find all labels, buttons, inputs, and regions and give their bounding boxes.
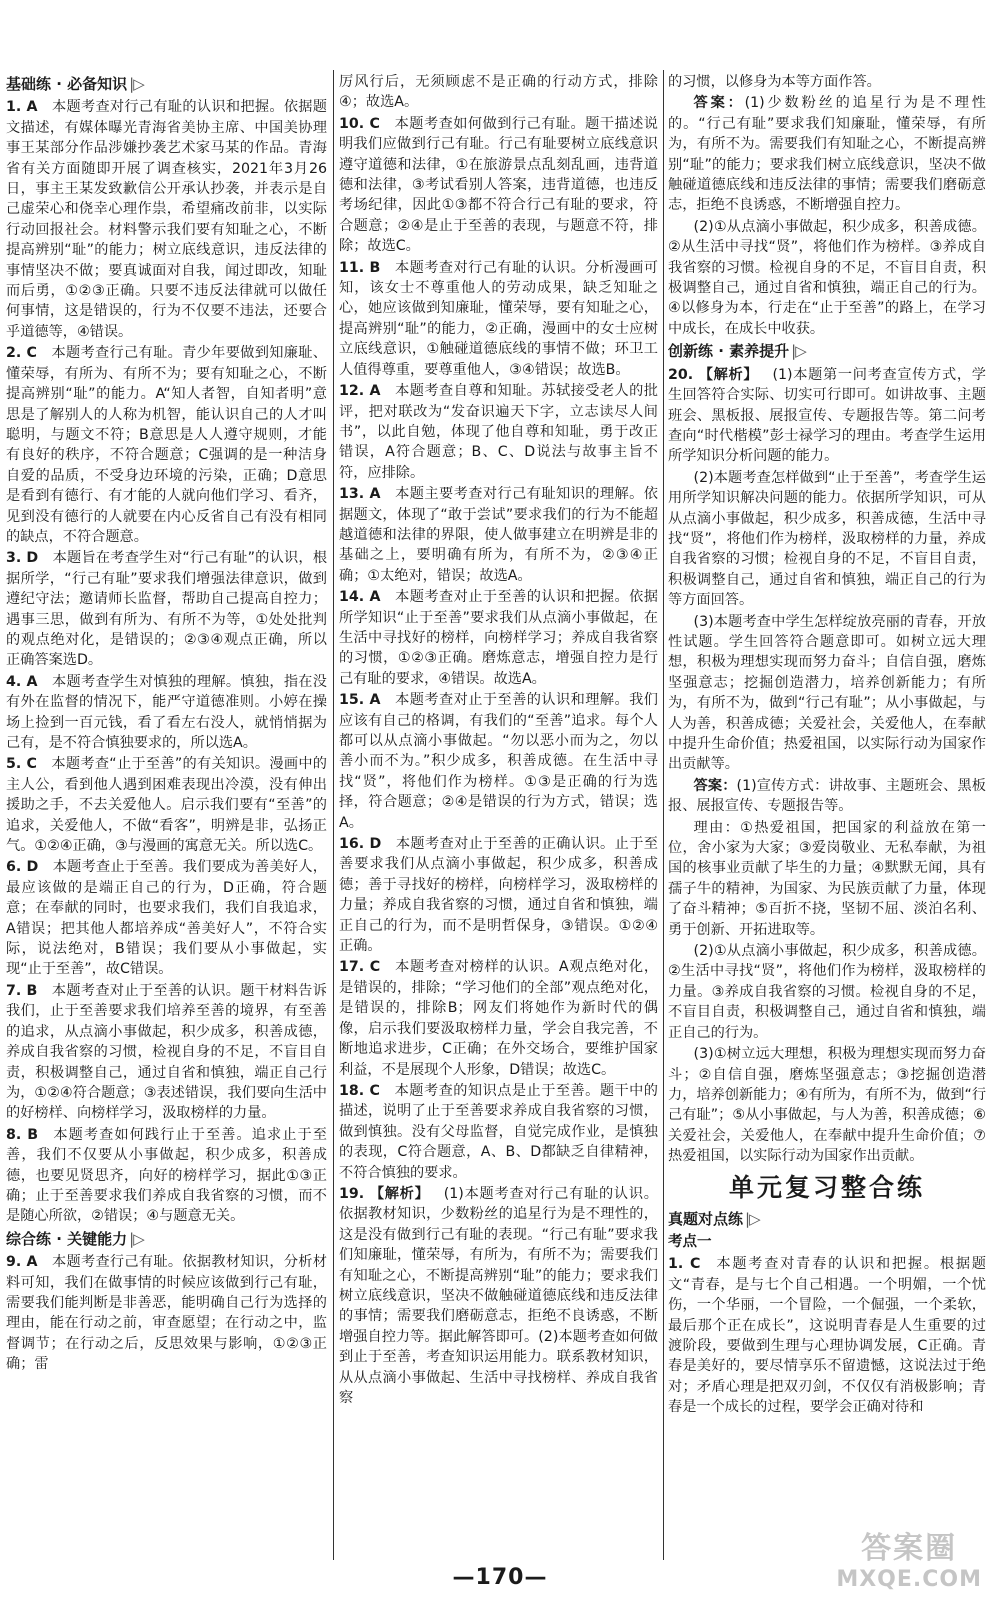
answer-paragraph: (2)①从点滴小事做起，积少成多，积善成德。②生活中寻找“贤”，将他们作为榜样，汲取榜样的力量。③养成自我省察的习惯。检视自身的不足，不盲目自责，积极调整自己，通过自省和慎独，端正自己的行为。 (668, 943, 986, 1041)
section-heading (6, 74, 327, 94)
answer-text (339, 258, 658, 380)
answer-item (6, 343, 327, 547)
answer-label: 答案： (693, 95, 745, 112)
answer-text (6, 343, 327, 547)
explanation-text: 本题考查的知识点是止于至善。题干中的描述，说明了止于至善要求养成自我省察的习惯，做到慎独。没有父母监督，自觉完成作业，是慎独的表现，C符合题意，A、B、D都缺乏自律精神，不符合慎独的要求。 (339, 1082, 658, 1181)
answer-text (6, 97, 327, 342)
answer-item (339, 258, 658, 380)
column-left (6, 72, 327, 1560)
page-number: —170— (452, 1565, 548, 1590)
section-heading (6, 1229, 327, 1249)
section-title: 创新练 · 素养提升 (668, 342, 790, 361)
explanation-text: 本题考查对行己有耻的认识。分析漫画可知，该女士不尊重他人的劳动成果，缺乏知耻之心，她应该做到知廉耻，懂荣辱，要有知耻之心，提高辨别“耻”的能力，②正确，漫画中的女士应树立底线意识，①触碰道德底线的事情不做；环卫工人值得尊重，要尊重他人，③④错误；故选B。 (339, 259, 658, 378)
explanation-text: 本题考查对止于至善的认识和理解。我们应该有自己的格调，有我们的“至善”追求。每个人都可以从点滴小事做起。“勿以恶小而为之，勿以善小而不为。”积少成多，积善成德。在生活中寻找“贤”，将他们作为榜样。①③是正确的行为选择，符合题意；②④是错误的行为方式，错误；选A。 (339, 692, 658, 831)
answer-item (668, 1254, 986, 1417)
column-middle (339, 72, 658, 1560)
continued-text: 的习惯，以修身为本等方面作答。 (668, 74, 881, 90)
exam-point-label: 考点一 (668, 1233, 712, 1250)
explanation-text: 本题考查对止于至善的认识和把握。依据所学知识“止于至善”要求我们从点滴小事做起，在生活中寻找好的榜样，向榜样学习；养成自我省察的习惯，①②③正确。磨炼意志，增强自控力是行己有耻的要求，④错误。故选A。 (339, 589, 658, 687)
explanation-text: 本题考查对青春的认识和把握。根据题文“青春，是与七个自己相遇。一个明媚，一个忧伤，一个华丽，一个冒险，一个倔强，一个柔软，最后那个正在成长”，这说明青春是人生重要的过渡阶段，要做到生理与心理协调发展，C正确。青春是美好的，要尽情享乐不留遗憾，这说法过于绝对；矛盾心理是把双刃剑，不仅仅有消极影响；青春是一个成长的过程，要学会正确对待和 (668, 1256, 986, 1416)
section-title: 综合练 · 关键能力 (6, 1229, 128, 1248)
answer-number: 17. C (339, 959, 381, 976)
answer-number: 8. B (6, 1126, 39, 1143)
explanation-text: 本题考查如何做到行己有耻。题干描述说明我们应做到行己有耻。行己有耻要树立底线意识遵守道德和法律，①在旅游景点乱刻乱画，违背道德和法律，③考试看别人答案，违背道德，也违反考场纪律，因此①③都不符合行己有耻的要求，符合题意；②④是止于至善的表现，与题意不符，排除；故选C。 (339, 115, 658, 255)
answer-item (339, 690, 658, 833)
explanation-text: 本题考查自尊和知耻。苏轼接受老人的批评，把对联改为“发奋识遍天下字，立志读尽人间书”，以此自勉，体现了他自尊和知耻，勇于改正错误，A符合题意；B、C、D说法与故事主旨不符，应排除。 (339, 383, 658, 481)
answer-content: (1)宣传方式：讲故事、主题班会、黑板报、展报宣传、专题报告等。 (668, 777, 986, 815)
answer-item (6, 754, 327, 856)
explanation-text: 本题考查对止于至善的正确认识。止于至善要求我们从点滴小事做起，积少成多，积善成德；善于寻找好的榜样，向榜样学习，汲取榜样的力量；养成自我省察的习惯，通过自省和慎独，端正自己的行为，而不是明哲保身，③错误。①②④正确。 (339, 836, 658, 955)
answer-item (6, 672, 327, 754)
section-heading (668, 1209, 986, 1229)
answer-number: 11. B (339, 259, 381, 276)
answer-text (6, 981, 327, 1124)
answer-block (668, 776, 986, 817)
explanation-text: 本题考查如何践行止于至善。追求止于至善，我们不仅要从小事做起，积少成多，积善成德，也要见贤思齐，向好的榜样学习，据此①③正确；止于至善要求我们养成自我省察的习惯，而不是随心所欲，②错误；④与题意无关。 (6, 1126, 327, 1225)
answer-number: 15. A (339, 692, 381, 709)
answer-text (339, 587, 658, 689)
answer-item (339, 484, 658, 586)
section-arrow-icon: |▷ (129, 1229, 144, 1248)
answer-number: 9. A (6, 1254, 38, 1271)
answer-text (339, 381, 658, 483)
column-divider (663, 70, 664, 1560)
column-right (668, 72, 986, 1560)
answer-item (6, 981, 327, 1124)
answer-item (339, 957, 658, 1079)
answer-number: 7. B (6, 982, 38, 999)
explanation-text: 本题考查对止于至善的认识。题干材料告诉我们，止于至善要求我们培养至善的境界，有至善的追求，从点滴小事做起，积少成多，积善成德，养成自我省察的习惯，检视自身的不足，不盲目自责，积极调整自己，通过自省和慎独，端正自己行为，①②④符合题意；③表述错误，我们要向生活中的好榜样、向榜样学习，汲取榜样的力量。 (6, 982, 327, 1122)
answer-number: 13. A (339, 486, 381, 503)
section-heading (668, 341, 986, 361)
answer-text (6, 672, 327, 754)
watermark-logo (836, 1523, 982, 1592)
answer-text (6, 857, 327, 979)
explanation-text: (1)本题考查对行己有耻的认识。依据教材知识，少数粉丝的追星行为是不理性的，这是没有做到行己有耻的表现。“行己有耻”要求我们知廉耻，懂荣辱，有所为，有所不为；需要我们有知耻之心，不断提高辨别“耻”的能力；要求我们树立底线意识，坚决不做触碰道德底线和违反法律的事情；需要我们磨砺意志，拒绝不良诱惑，不断增强自控力等。据此解答即可。(2)本题考查如何做到止于至善，考查知识运用能力。联系教材知识，从从点滴小事做起、生活中寻找榜样、养成自我省察 (339, 1185, 658, 1406)
answer-item (6, 857, 327, 979)
answer-number: 20. 【解析】 (668, 366, 759, 383)
answer-block (668, 93, 986, 215)
explanation-text: 本题主要考查对行己有耻知识的理解。依据题文，体现了“敢于尝试”要求我们的行为不能超越道德和法律的界限，使人做事建立在明辨是非的基础之上，要明确有所为，有所不为，②③④正确；①太绝对，错误；故选A。 (339, 486, 658, 584)
watermark-url: MXQE.COM (836, 1567, 982, 1592)
explanation-text: 本题考查对榜样的认识。A观点绝对化，是错误的，排除；“学习他们的全部”观点绝对化，是错误的，排除B；网友们将她作为新时代的偶像，启示我们要汲取榜样力量，学会自我完善，不断地追求进步，C正确；在外交场合，要维护国家利益，不是展现个人形象，D错误；故选C。 (339, 959, 658, 1078)
answer-text (6, 754, 327, 856)
column-divider (333, 70, 334, 1560)
answer-text (339, 114, 658, 257)
answer-number: 4. A (6, 673, 38, 690)
explanation-text: 本题考查对行己有耻的认识和把握。依据题文描述，有媒体曝光青海省美协主席、中国美协理事王某部分作品涉嫌抄袭艺术家马某的作品。青海省有关方面随即开展了调查核实，2021年3月26日，事主王某发致歉信公开承认抄袭，并表示是自己虚荣心和侥幸心理作祟，希望痛改前非，以实际行动回报社会。材料警示我们要有知耻之心，不断提高辨别“耻”的能力；树立底线意识，违反法律的事情坚决不做；要真诚面对自我，闻过即改，知耻而后勇，①②③正确。只要不违反法律就可以做任何事情，这是错误的，行为不仅要不违法，还要合乎道德等，④错误。 (6, 99, 327, 340)
answer-item (6, 548, 327, 670)
explanation-text: 本题考查行己有耻。青少年要做到知廉耻、懂荣辱，有所为、有所不为；要有知耻之心，不断提高辨别“耻”的能力。A“知人者智，自知者明”意思是了解别人的人称为机智，能认识自己的人才叫聪明，与题文不符；B意思是人人遵守规则，才能有良好的秩序，不符合题意；C强调的是一种洁身自爱的品质，不受身边环境的污染，正确；D意思是看到有德行、有才能的人就向他们学习、看齐，见到没有德行的人就要在内心反省自己有没有相同的缺点，不符合题意。 (6, 345, 327, 545)
section-arrow-icon: |▷ (745, 1209, 760, 1228)
answer-number: 18. C (339, 1082, 380, 1099)
section-arrow-icon: |▷ (791, 342, 806, 361)
continued-text: 厉风行后，无须顾虑不是正确的行动方式，排除④；故选A。 (339, 74, 658, 111)
answer-paragraph: (2)①从点滴小事做起，积少成多，积善成德。②从生活中寻找“贤”，将他们作为榜样。③养成自我省察的习惯。检视自身的不足，不盲目自责，积极调整自己，通过自省和慎独，端正自己的行为。④以修身为本，行走在“止于至善”的路上，在学习中成长，在成长中收获。 (668, 218, 986, 337)
answer-text (6, 1125, 327, 1227)
answer-item (339, 587, 658, 689)
explanation-text: (1)本题第一问考查宣传方式，学生回答符合实际、切实可行即可。如讲故事、主题班会、黑板报、展报宣传、专题报告等。第二问考查向“时代楷模”彭士禄学习的理由。考查学生运用所学知识分析问题的能力。 (668, 366, 986, 465)
answer-text (339, 1184, 658, 1408)
section-title: 真题对点练 (668, 1209, 744, 1228)
explanation-text: 本题考查学生对慎独的理解。慎独，指在没有外在监督的情况下，能严守道德准则。小婷在操场上捡到一百元钱，看了看左右没人，就悄悄据为己有，是不符合慎独要求的，所以选A。 (6, 673, 327, 751)
answer-item (6, 1252, 327, 1374)
answer-text (339, 484, 658, 586)
answer-number: 6. D (6, 859, 39, 876)
watermark-logo-text: 答案圈 (861, 1531, 958, 1566)
explanation-text: 本题考查“止于至善”的有关知识。漫画中的主人公，看到他人遇到困难表现出冷漠，没有伸出援助之手，不去关爱他人。启示我们要有“至善”的追求，关爱他人，不做“看客”，明辨是非，弘扬正气。①②④正确，③与漫画的寓意无关。所以选C。 (6, 756, 327, 855)
answer-text (668, 365, 986, 467)
unit-review-title: 单元复习整合练 (728, 1172, 925, 1202)
answer-number: 5. C (6, 756, 37, 773)
answer-number: 3. D (6, 550, 39, 567)
answer-item (339, 834, 658, 956)
answer-text (6, 1252, 327, 1374)
answer-item (339, 381, 658, 483)
explanation-text: 本题旨在考查学生对“行己有耻”的认识，根据所学，“行己有耻”要求我们增强法律意识，做到遵纪守法；邀请师长监督，帮助自己提高自控力；遇事三思，做到有所为、有所不为等，①处处批判的观点绝对化，是错误的；②③④观点正确，所以正确答案选D。 (6, 550, 327, 669)
answer-number: 12. A (339, 383, 381, 400)
answer-content: (1)少数粉丝的追星行为是不理性的。“行己有耻”要求我们知廉耻，懂荣辱，有所为，有所不为。需要我们有知耻之心，不断提高辨别“耻”的能力；要求我们树立底线意识，坚决不做触碰道德底线和违反法律的事情；需要我们磨砺意志，拒绝不良诱惑，不断增强自控力。 (668, 95, 986, 214)
explanation-text: 本题考查行己有耻。依据教材知识，分析材料可知，我们在做事情的时候应该做到行己有耻，需要我们能判断是非善恶，能明确自己行为选择的理由，能在行动之前，审查愿望；在行动之中，监督调节；在行动之后，反思效果与影响，①②③正确；雷 (6, 1254, 327, 1373)
answer-number: 1. C (668, 1256, 701, 1273)
answer-item (339, 1081, 658, 1183)
explanation-text: 本题考查止于至善。我们要成为善美好人，最应该做的是端正自己的行为，D正确，符合题意；在奉献的同时，也要求我们，我们自我追求，A错误；把其他人都培养成“善美好人”，不符合实际，说法绝对，B错误；我们要从小事做起，实现“止于至善”，故C错误。 (6, 859, 327, 978)
section-arrow-icon: |▷ (129, 75, 144, 93)
answer-paragraph: (3)①树立远大理想，积极为理想实现而努力奋斗；②自信自强，磨炼坚强意志；③挖掘创造潜力，培养创新能力；④有所为，有所不为，做到“行己有耻”；⑤从小事做起，与人为善，积善成德；⑥关爱社会，关爱他人，在奉献中提升生命价值；⑦热爱祖国，以实际行动为国家作出贡献。 (668, 1046, 986, 1165)
answer-label: 答案： (693, 777, 737, 794)
answer-number: 2. C (6, 345, 37, 362)
answer-number: 10. C (339, 115, 380, 132)
answer-item (339, 114, 658, 257)
answer-number: 19. 【解析】 (339, 1185, 430, 1202)
answer-item (668, 365, 986, 467)
answer-text (668, 1254, 986, 1417)
answer-paragraph: 理由：①热爱祖国，把国家的利益放在第一位，舍小家为大家；③爱岗敬业、无私奉献，为祖国的核事业贡献了毕生的力量；④默默无闻，具有孺子牛的精神，为国家、为民族贡献了力量，体现了奋斗精神；⑤百折不挠，坚韧不屈、淡泊名利、勇于创新、开拓进取等。 (668, 819, 986, 938)
answer-paragraph: (2)本题考查怎样做到“止于至善”，考查学生运用所学知识解决问题的能力。依据所学知识，可从从点滴小事做起，积少成多，积善成德，生活中寻找“贤”，将他们作为榜样，汲取榜样的力量，养成自我省察的习惯；检视自身的不足，不盲目自责，积极调整自己，通过自省和慎独，端正自己的行为等方面回答。 (668, 469, 986, 609)
answer-item (6, 1125, 327, 1227)
section-title: 基础练 · 必备知识 (6, 75, 128, 93)
answer-item (339, 1184, 658, 1408)
answer-paragraph: (3)本题考查中学生怎样绽放亮丽的青春，开放性试题。学生回答符合题意即可。如树立远大理想，积极为理想实现而努力奋斗；自信自强，磨炼坚强意志；挖掘创造潜力，培养创新能力；有所为，有所不为，做到“行己有耻”；从小事做起，与人为善，积善成德；关爱社会，关爱他人，在奉献中提升生命价值；热爱祖国，以实际行动为国家作出贡献等。 (668, 613, 986, 773)
answer-text (339, 957, 658, 1079)
answer-number: 16. D (339, 836, 382, 853)
answer-text (339, 834, 658, 956)
answer-number: 1. A (6, 99, 38, 116)
answer-text (339, 690, 658, 833)
answer-text (6, 548, 327, 670)
answer-item (6, 97, 327, 342)
answer-text (339, 1081, 658, 1183)
answer-number: 14. A (339, 589, 381, 606)
